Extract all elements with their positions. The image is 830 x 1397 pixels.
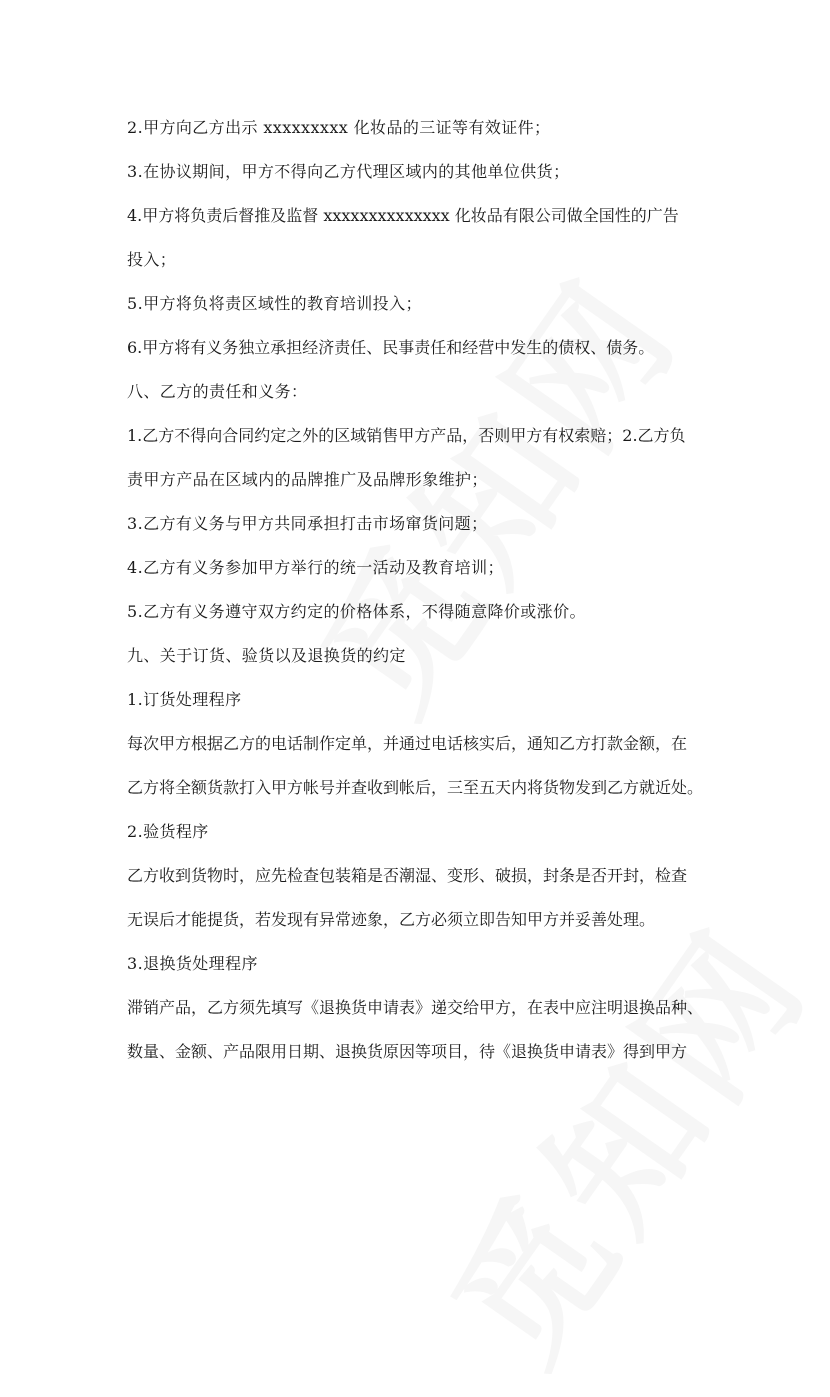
- text-line: 责甲方产品在区域内的品牌推广及品牌形象维护；: [127, 470, 488, 489]
- text-line: 数量、金额、产品限用日期、退换货原因等项目，待《退换货申请表》得到甲方: [127, 1042, 688, 1061]
- text-line: 6.甲方将有义务独立承担经济责任、民事责任和经营中发生的债权、债务。: [127, 338, 655, 357]
- text-line: 乙方收到货物时，应先检查包装箱是否潮湿、变形、破损，封条是否开封，检查: [127, 866, 688, 885]
- section-heading: 九、关于订货、验货以及退换货的约定: [127, 646, 406, 665]
- text-line: 投入；: [127, 250, 177, 269]
- text-line: 乙方将全额货款打入甲方帐号并查收到帐后，三至五天内将货物发到乙方就近处。: [127, 778, 704, 797]
- text-line: 每次甲方根据乙方的电话制作定单，并通过电话核实后，通知乙方打款金额，在: [127, 734, 688, 753]
- section-heading: 八、乙方的责任和义务：: [127, 382, 308, 401]
- subsection-heading: 1.订货处理程序: [127, 690, 242, 709]
- text-line: 滞销产品，乙方须先填写《退换货申请表》递交给甲方，在表中应注明退换品种、: [127, 998, 704, 1017]
- text-line: 1.乙方不得向合同约定之外的区域销售甲方产品，否则甲方有权索赔；2.乙方负: [127, 426, 686, 445]
- document-body: [127, 106, 717, 1074]
- subsection-heading: 2.验货程序: [127, 822, 209, 841]
- text-line: 4.甲方将负责后督推及监督 xxxxxxxxxxxxxx 化妆品有限公司做全国性的广告: [127, 206, 679, 225]
- text-line: 无误后才能提货，若发现有异常迹象，乙方必须立即告知甲方并妥善处理。: [127, 910, 656, 929]
- subsection-heading: 3.退换货处理程序: [127, 954, 258, 973]
- text-line: 4.乙方有义务参加甲方举行的统一活动及教育培训；: [127, 558, 504, 577]
- text-line: 5.甲方将负将责区域性的教育培训投入；: [127, 294, 422, 313]
- text-line: 2.甲方向乙方出示 xxxxxxxxx 化妆品的三证等有效证件；: [127, 118, 551, 137]
- text-line: 3.乙方有义务与甲方共同承担打击市场窜货问题；: [127, 514, 488, 533]
- text-line: 5.乙方有义务遵守双方约定的价格体系，不得随意降价或涨价。: [127, 602, 586, 621]
- text-line: 3.在协议期间，甲方不得向乙方代理区域内的其他单位供货；: [127, 162, 570, 181]
